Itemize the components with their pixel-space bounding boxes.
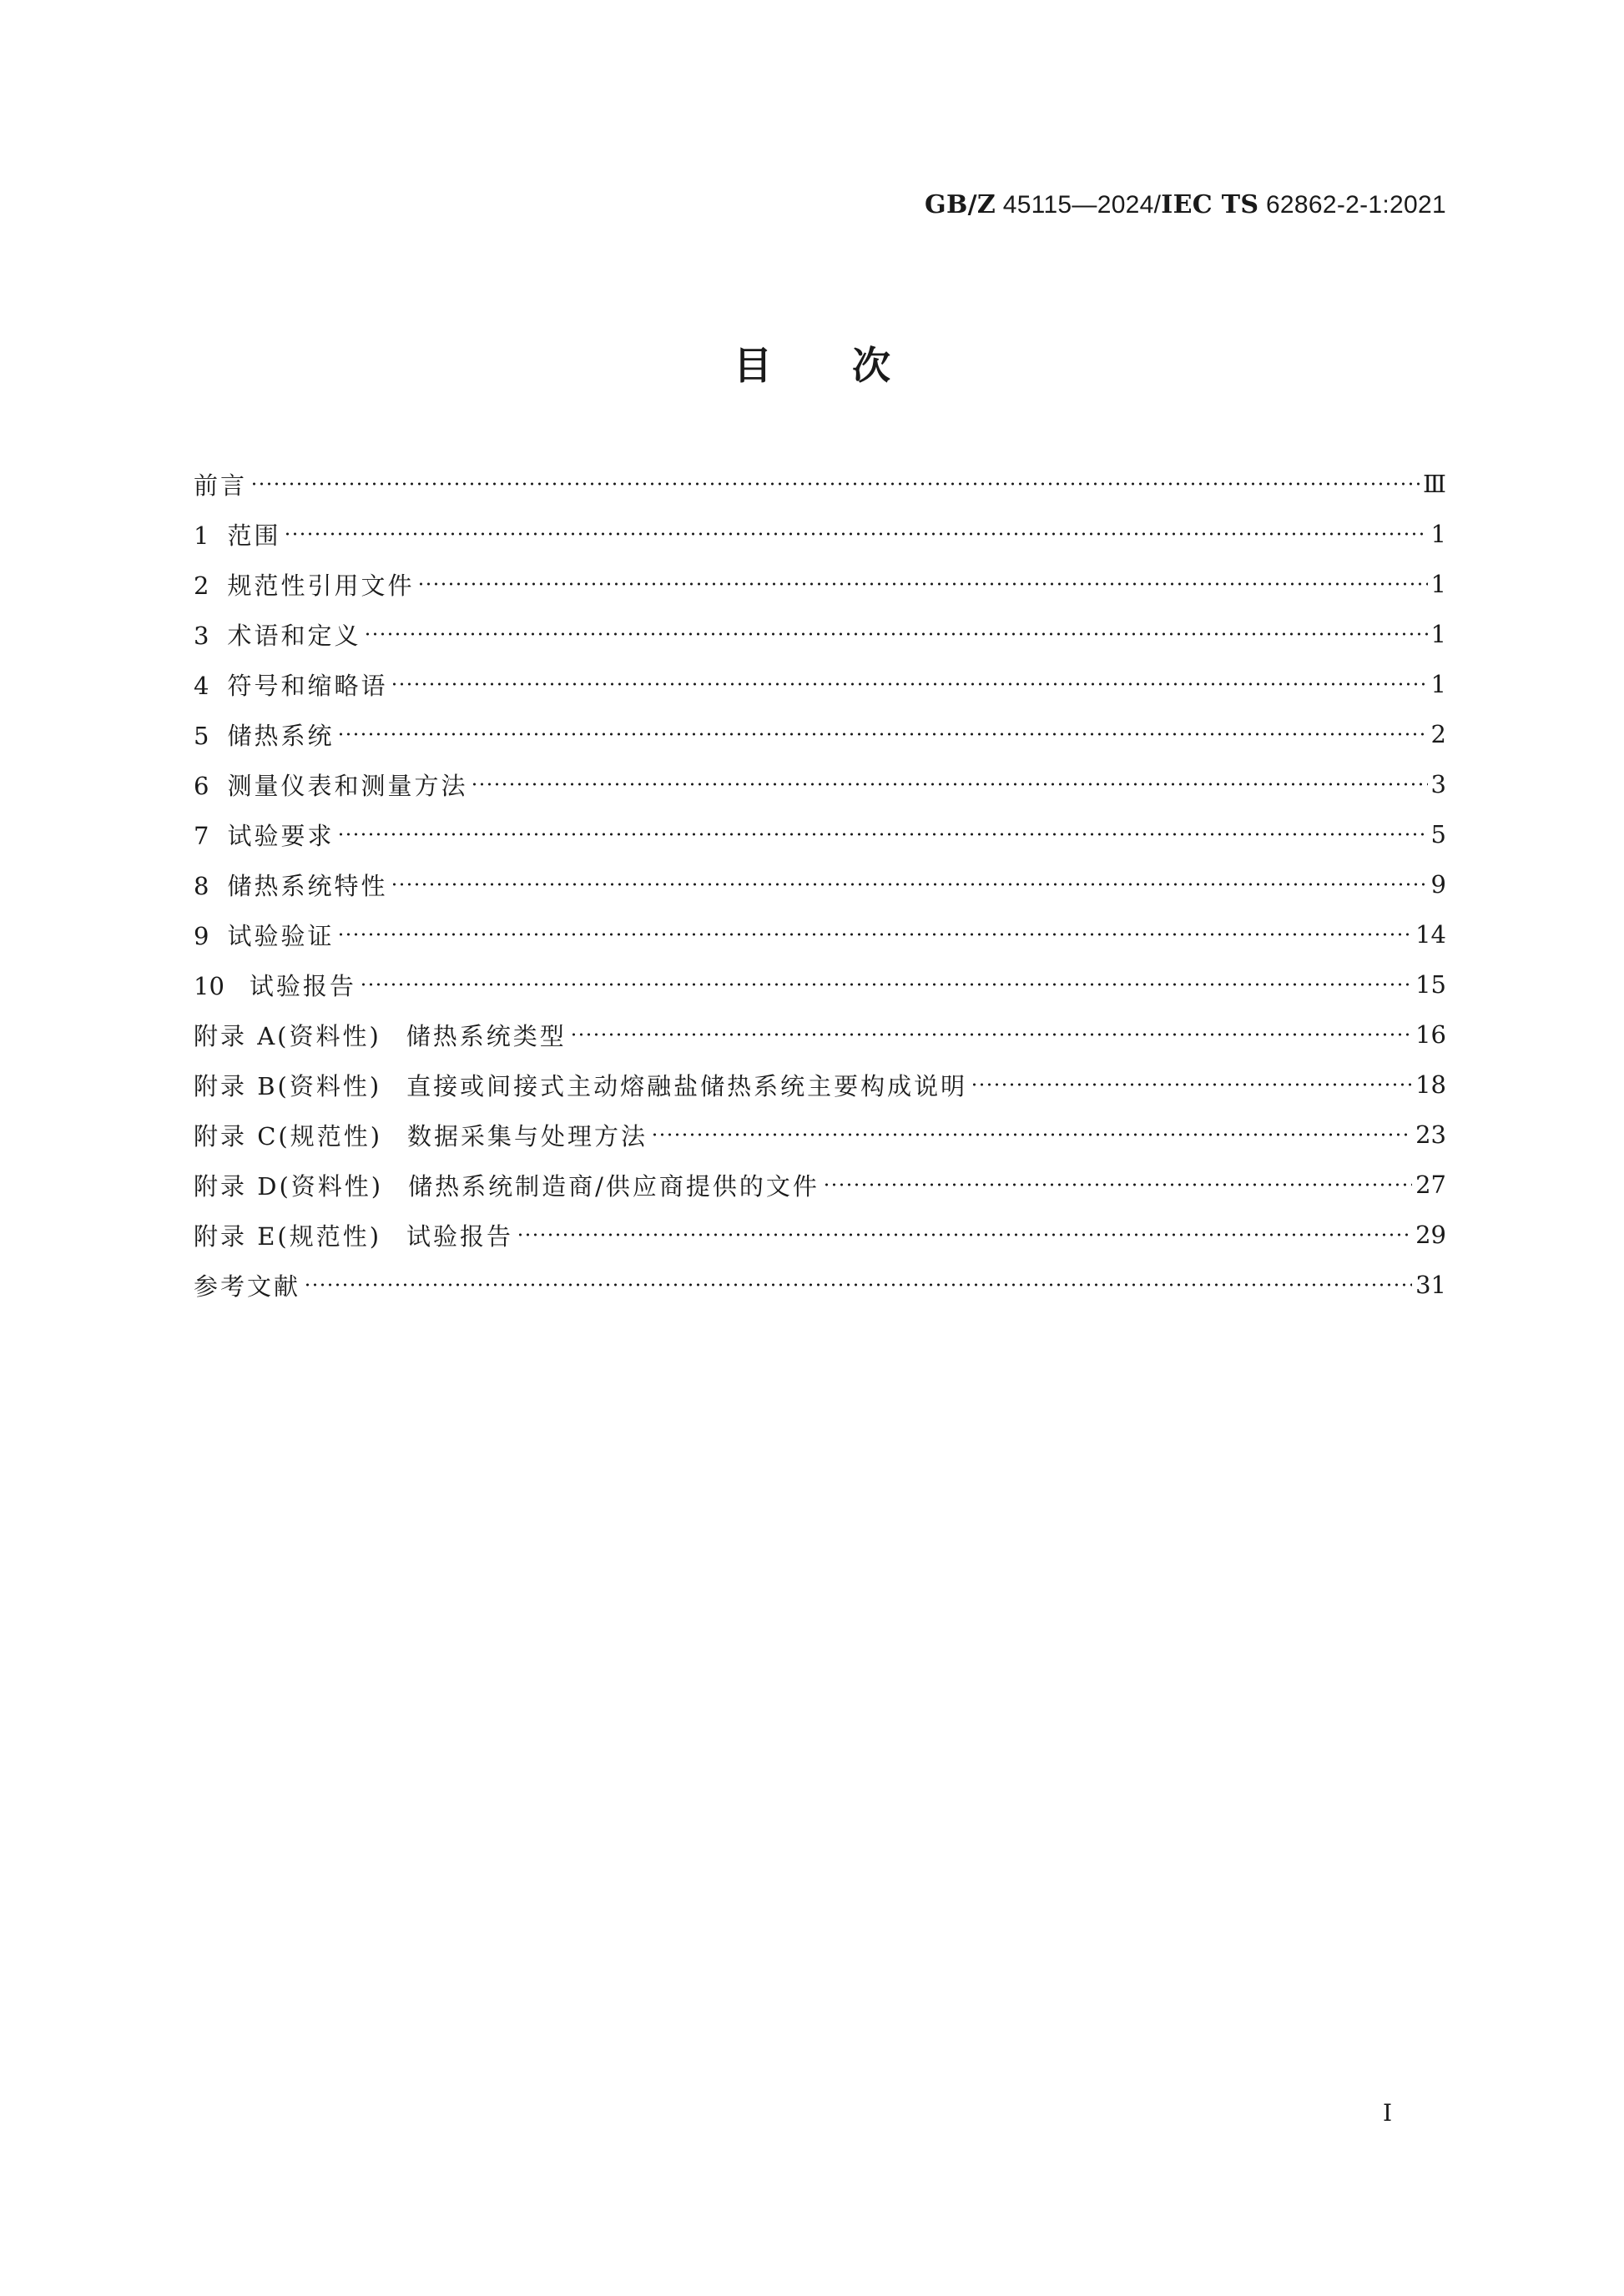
toc-entry-title: [194, 768, 467, 802]
toc-entry-page: 3: [1430, 770, 1446, 798]
dot-leader: [250, 482, 1420, 486]
toc-entry-page: 18: [1415, 1070, 1446, 1099]
dot-leader: [971, 1083, 1412, 1086]
toc-entry-number: 10: [194, 971, 224, 1000]
standard-number-header: [925, 190, 1446, 219]
toc-entry-title: [194, 1118, 648, 1152]
toc-entry[interactable]: [194, 509, 1446, 559]
toc-entry-page: 29: [1415, 1221, 1446, 1249]
toc-entry-page: 27: [1415, 1171, 1446, 1199]
toc-entry[interactable]: [194, 1060, 1446, 1110]
toc-entry-page: 1: [1430, 570, 1446, 598]
toc-entry-title: [194, 617, 361, 652]
toc-entry-page: 2: [1430, 720, 1446, 748]
toc-entry-page: 15: [1415, 970, 1446, 999]
toc-entry-number: 7: [194, 821, 209, 850]
standard-code-iec: IEC TS: [1161, 190, 1259, 219]
toc-entry-page: 16: [1415, 1020, 1446, 1049]
toc-entry-title: [194, 1018, 567, 1052]
toc-entry-label: 数据采集与处理方法: [407, 1121, 648, 1151]
toc-entry[interactable]: [194, 859, 1446, 909]
toc-entry[interactable]: [194, 659, 1446, 709]
dot-leader: [304, 1283, 1412, 1286]
toc-entry[interactable]: [194, 959, 1446, 1010]
toc-entry-label: 前言: [194, 471, 248, 500]
dot-leader: [284, 532, 1427, 536]
toc-entry-title: [194, 517, 280, 551]
toc-entry[interactable]: [194, 459, 1446, 509]
toc-entry-number: 6: [194, 771, 209, 800]
toc-entry-title: [194, 1268, 300, 1302]
toc-entry-number: 8: [194, 871, 209, 900]
toc-entry-title: [194, 968, 356, 1002]
toc-entry[interactable]: [194, 1110, 1446, 1160]
toc-entry-label: 试验要求: [227, 821, 335, 850]
toc-entry-number: 4: [194, 671, 209, 700]
toc-entry-title: [194, 1218, 513, 1252]
dot-leader: [517, 1233, 1412, 1236]
standard-code-prefix: GB/Z: [925, 190, 996, 219]
toc-entry-number: 2: [194, 571, 209, 600]
standard-code-iec-number: 62862-2-1:2021: [1258, 191, 1446, 219]
toc-entry-page: 31: [1415, 1271, 1446, 1299]
page-title: 目次: [734, 343, 971, 388]
page-number: Ⅰ: [1382, 2099, 1392, 2127]
dot-leader: [391, 883, 1427, 886]
toc-entry-number: 5: [194, 721, 209, 750]
toc-entry-label: 储热系统特性: [227, 871, 388, 900]
toc-entry-label: 试验报告: [249, 971, 356, 1000]
toc-entry-label: 符号和缩略语: [227, 671, 388, 700]
toc-entry-annex: 附录 B(资料性): [194, 1071, 382, 1100]
toc-entry-title: [194, 918, 334, 952]
standard-code-number: 45115—2024/: [996, 191, 1162, 219]
dot-leader: [337, 933, 1412, 936]
dot-leader: [651, 1133, 1412, 1136]
toc-entry-page: 1: [1430, 670, 1446, 698]
toc-entry-title: [194, 567, 414, 602]
toc-entry[interactable]: [194, 609, 1446, 659]
dot-leader: [570, 1033, 1412, 1036]
toc-entry[interactable]: [194, 1210, 1446, 1260]
dot-leader: [364, 632, 1427, 636]
toc-entry-title: [194, 667, 387, 702]
toc-entry[interactable]: [194, 709, 1446, 759]
toc-entry-page: 23: [1415, 1120, 1446, 1149]
dot-leader: [823, 1183, 1412, 1186]
toc-entry-page: Ⅲ: [1423, 470, 1446, 498]
toc-entry-number: 1: [194, 521, 209, 550]
toc-entry-annex: 附录 C(规范性): [194, 1121, 383, 1151]
toc-entry-page: 5: [1430, 820, 1446, 848]
toc-entry-label: 直接或间接式主动熔融盐储热系统主要构成说明: [406, 1071, 968, 1100]
toc-entry[interactable]: [194, 809, 1446, 859]
toc-entry[interactable]: [194, 1010, 1446, 1060]
toc-entry-title: [194, 818, 334, 852]
toc-entry-label: 储热系统类型: [406, 1021, 567, 1050]
toc-entry-page: 1: [1430, 620, 1446, 648]
toc-entry-label: 测量仪表和测量方法: [227, 771, 468, 800]
toc-entry-title: [194, 868, 387, 902]
toc-entry-label: 储热系统: [227, 721, 335, 750]
toc-entry-label: 术语和定义: [227, 621, 361, 650]
toc-entry-number: 9: [194, 921, 209, 950]
toc-entry-annex: 附录 A(资料性): [194, 1021, 381, 1050]
toc-entry[interactable]: [194, 909, 1446, 959]
toc-entry[interactable]: [194, 1260, 1446, 1310]
toc-entry-annex: 附录 E(规范性): [194, 1221, 382, 1251]
toc-entry-number: 3: [194, 621, 209, 650]
toc-entry-title: [194, 467, 247, 501]
toc-entry-title: [194, 1068, 967, 1102]
dot-leader: [337, 733, 1427, 736]
dot-leader: [360, 983, 1412, 986]
toc-entry-label: 规范性引用文件: [227, 571, 415, 600]
toc-entry-label: 参考文献: [194, 1271, 301, 1301]
toc-entry-label: 试验验证: [227, 921, 335, 950]
toc-entry-annex: 附录 D(资料性): [194, 1171, 384, 1201]
toc-entry[interactable]: [194, 1160, 1446, 1210]
toc-entry[interactable]: [194, 759, 1446, 809]
dot-leader: [417, 582, 1427, 586]
toc-entry-page: 1: [1430, 520, 1446, 548]
toc-entry-label: 储热系统制造商/供应商提供的文件: [408, 1171, 820, 1201]
toc-entry[interactable]: [194, 559, 1446, 609]
toc-entry-label: 范围: [227, 521, 281, 550]
toc-entry-label: 试验报告: [406, 1221, 514, 1251]
dot-leader: [471, 783, 1427, 786]
dot-leader: [337, 833, 1427, 836]
toc-entry-title: [194, 1168, 820, 1202]
dot-leader: [391, 682, 1427, 686]
toc-entry-page: 9: [1430, 870, 1446, 899]
table-of-contents: [194, 459, 1446, 1310]
toc-entry-title: [194, 718, 334, 752]
toc-entry-page: 14: [1415, 920, 1446, 949]
